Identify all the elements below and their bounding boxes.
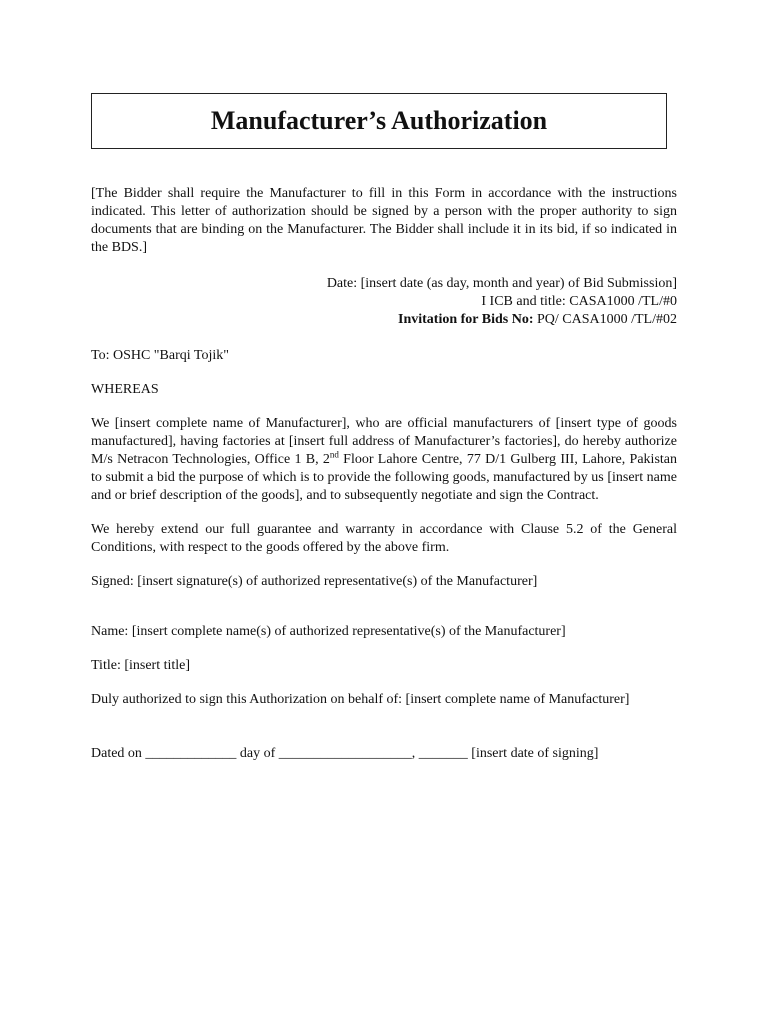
- signed-line: Signed: [insert signature(s) of authorized representative(s) of the Manufacturer]: [91, 574, 538, 589]
- ifb-value: PQ/ CASA1000 /TL/#02: [533, 312, 677, 327]
- instructions-paragraph: [The Bidder shall require the Manufacturer to fill in this Form in accordance with the instructions indicated. This letter of authorization should be signed by a person with the proper authority to sign documents that are binding on the Manufacturer. The Bidder shall include it in its bid, if so indicated in the BDS.]: [91, 186, 677, 255]
- icb-line: I ICB and title: CASA1000 /TL/#0: [481, 294, 677, 309]
- title-box: [91, 93, 667, 149]
- guarantee-paragraph: We hereby extend our full guarantee and warranty in accordance with Clause 5.2 of the General Conditions, with respect to the goods offered by the above firm.: [91, 522, 677, 555]
- ordinal-superscript: nd: [329, 449, 339, 460]
- to-line: To: OSHC "Barqi Tojik": [91, 348, 229, 363]
- duly-authorized-line: Duly authorized to sign this Authorization on behalf of: [insert complete name of Manufacturer]: [91, 692, 630, 707]
- authorization-text-part1: We [insert complete name of Manufacturer], who are official manufacturers of [insert type of goods manufactured], having factories at [insert full address of Manufacturer’s factories], do hereby authorize M/s Netracon Technologies, Office 1 B, 2: [91, 416, 677, 467]
- authorization-paragraph: [91, 415, 677, 505]
- dated-line: Dated on _____________ day of ___________________, _______ [insert date of signing]: [91, 746, 599, 761]
- authorization-text-part2: Floor Lahore Centre, 77 D/1 Gulberg III, Lahore, Pakistan to submit a bid the purpose of which is to provide the following goods, manufactured by us [insert name and or brief description of the goods], and to subsequently negotiate and sign the Contract.: [91, 452, 677, 503]
- name-line: Name: [insert complete name(s) of authorized representative(s) of the Manufacturer]: [91, 624, 566, 639]
- document-title: Manufacturer’s Authorization: [210, 106, 548, 135]
- document-body: [91, 185, 677, 763]
- date-line: Date: [insert date (as day, month and year) of Bid Submission]: [326, 276, 677, 291]
- whereas-line: WHEREAS: [91, 382, 159, 397]
- ifb-line: [91, 311, 677, 329]
- title-line: Title: [insert title]: [91, 658, 191, 673]
- ifb-label: Invitation for Bids No:: [398, 312, 534, 327]
